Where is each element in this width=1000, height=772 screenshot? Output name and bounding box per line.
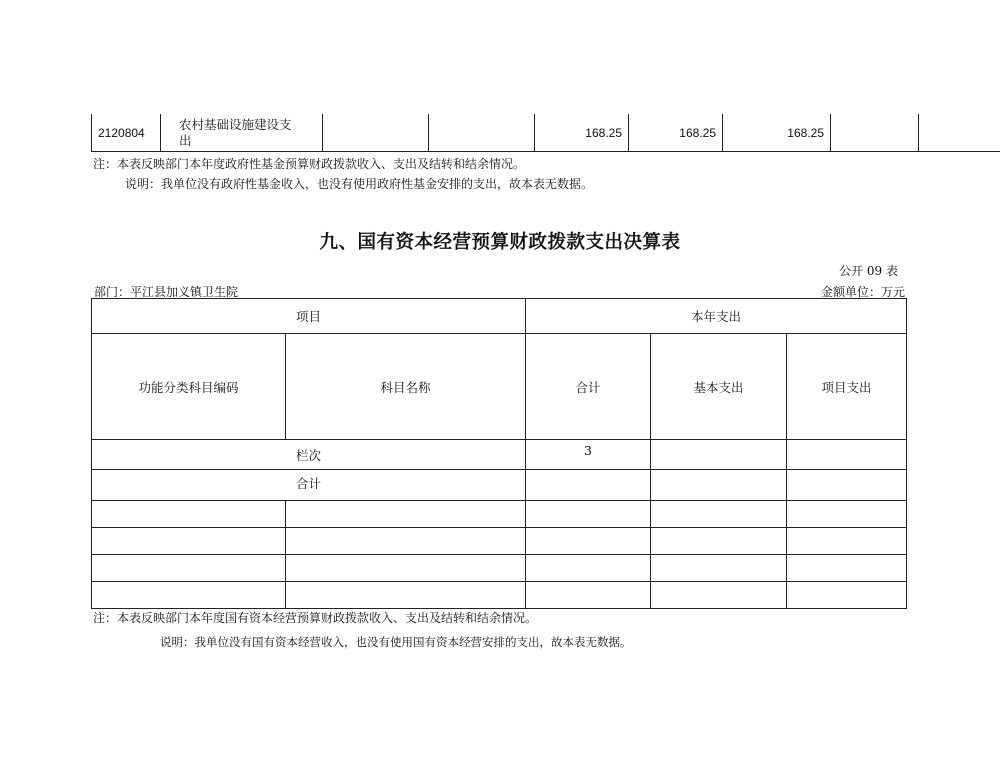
department-label: 部门：平江县加义镇卫生院 [94,285,239,299]
table-row [92,528,907,555]
table-row [92,555,907,582]
value-cell [919,114,1000,152]
table-row [92,114,1000,152]
fund-explanation: 说明：我单位没有政府性基金收入，也没有使用政府性基金安排的支出，故本表无数据。 [125,177,594,191]
capital-budget-table [91,298,907,609]
capital-explanation: 说明：我单位没有国有资本经营收入，也没有使用国有资本经营安排的支出，故本表无数据。 [160,635,632,649]
column-header-row [92,334,907,440]
empty-cell [526,528,651,555]
col-code-header: 功能分类科目编码 [92,334,286,440]
value-cell: 168.25 [629,114,723,152]
empty-cell [286,528,526,555]
subject-name-line1: 农村基础设施建设支 [179,117,292,132]
table-row [92,582,907,609]
empty-cell [651,582,787,609]
empty-cell [92,582,286,609]
total-row [92,470,907,501]
empty-cell [286,501,526,528]
fund-note: 注：本表反映部门本年度政府性基金预算财政拨款收入、支出及结转和结余情况。 [93,157,526,171]
total-label-text: 合计 [296,476,322,491]
col-basic-header: 基本支出 [651,334,787,440]
empty-cell [651,440,787,470]
empty-cell [526,501,651,528]
empty-cell [787,528,907,555]
empty-cell [651,501,787,528]
empty-cell [526,555,651,582]
col-project-header: 项目支出 [787,334,907,440]
value-cell: 168.25 [535,114,629,152]
lanci-label: 栏次 [92,440,526,470]
empty-cell [92,528,286,555]
header-item: 项目 [92,299,526,334]
capital-note: 注：本表反映部门本年度国有资本经营预算财政拨款收入、支出及结转和结余情况。 [93,611,538,625]
lanci-total-value: 3 [584,443,592,458]
subject-name-line2: 出 [179,133,192,148]
table-row [92,501,907,528]
lanci-row [92,440,907,470]
empty-cell [526,470,651,501]
empty-cell [92,501,286,528]
empty-cell [286,582,526,609]
value-cell [323,114,429,152]
empty-cell [787,470,907,501]
subject-code: 2120804 [92,114,161,152]
table-number: 公开 09 表 [839,264,898,278]
value-cell [831,114,919,152]
header-year-expense: 本年支出 [526,299,907,334]
header-row [92,299,907,334]
col-name-header: 科目名称 [286,334,526,440]
value-cell: 168.25 [723,114,831,152]
empty-cell [651,555,787,582]
empty-cell [651,470,787,501]
subject-name [161,114,323,152]
page-title: 九、国有资本经营预算财政拨款支出决算表 [319,232,681,253]
value-cell [429,114,535,152]
unit-label: 金额单位：万元 [820,285,905,299]
empty-cell [92,555,286,582]
col-total-header: 合计 [526,334,651,440]
empty-cell [787,501,907,528]
empty-cell [787,582,907,609]
empty-cell [787,555,907,582]
empty-cell [286,555,526,582]
previous-table-fragment [91,114,1000,152]
empty-cell [651,528,787,555]
empty-cell [526,582,651,609]
total-label [92,470,526,501]
lanci-total [526,440,651,470]
empty-cell [787,440,907,470]
